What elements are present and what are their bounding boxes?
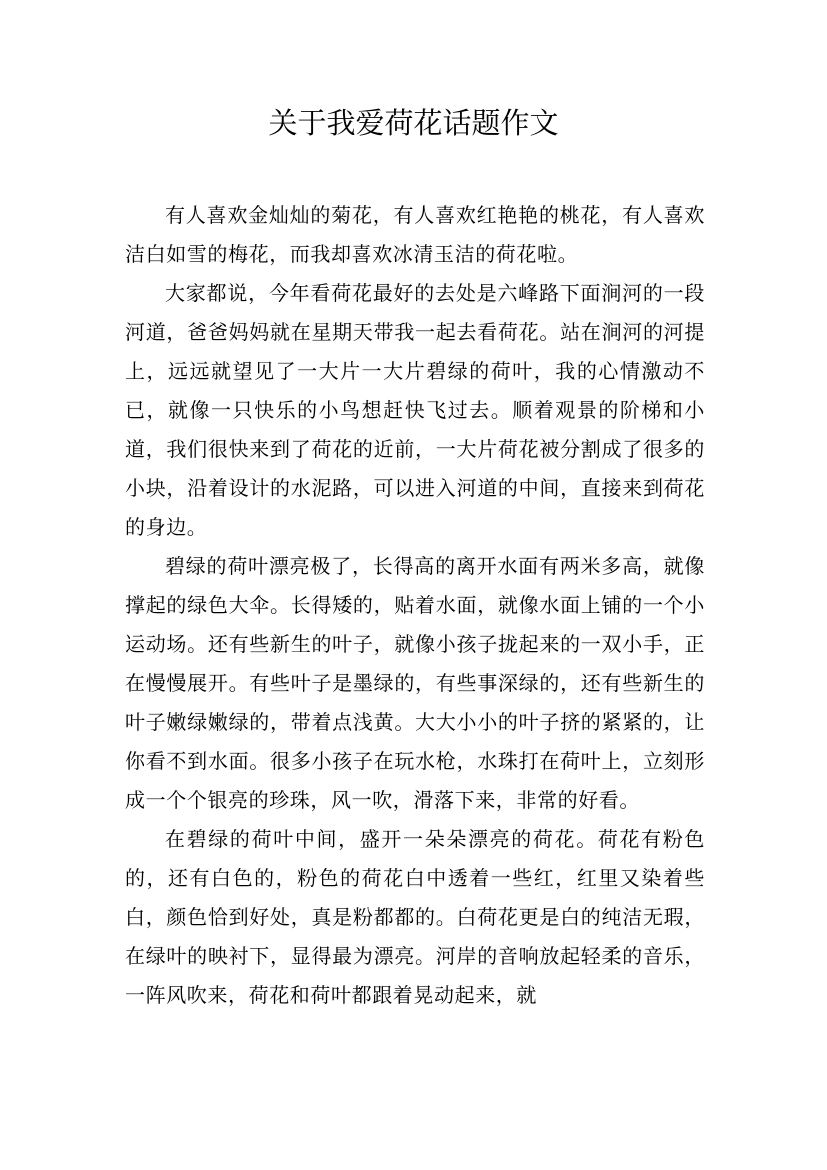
document-body <box>125 196 705 1015</box>
document-title: 关于我爱荷花话题作文 <box>268 106 559 140</box>
paragraph-2: 大家都说，今年看荷花最好的去处是六峰路下面涧河的一段河道，爸爸妈妈就在星期天带我一起去看荷花。站在涧河的河提上，远远就望见了一大片一大片碧绿的荷叶，我的心情激动不已，就像一只快乐的小鸟想赶快飞过去。顺着观景的阶梯和小道，我们很快来到了荷花的近前，一大片荷花被分割成了很多的小块，沿着设计的水泥路，可以进入河道的中间，直接来到荷花的身边。 <box>125 281 705 539</box>
paragraph-3: 碧绿的荷叶漂亮极了，长得高的离开水面有两米多高，就像撑起的绿色大伞。长得矮的，贴着水面，就像水面上铺的一个小运动场。还有些新生的叶子，就像小孩子拢起来的一双小手，正在慢慢展开。有些叶子是墨绿的，有些事深绿的，还有些新生的叶子嫩绿嫩绿的，带着点浅黄。大大小小的叶子挤的紧紧的，让你看不到水面。很多小孩子在玩水枪，水珠打在荷叶上，立刻形成一个个银亮的珍珠，风一吹，滑落下来，非常的好看。 <box>125 554 705 812</box>
paragraph-4: 在碧绿的荷叶中间，盛开一朵朵漂亮的荷花。荷花有粉色的，还有白色的，粉色的荷花白中透着一些红，红里又染着些白，颜色恰到好处，真是粉都都的。白荷花更是白的纯洁无瑕，在绿叶的映衬下，显得最为漂亮。河岸的音响放起轻柔的音乐，一阵风吹来，荷花和荷叶都跟着晃动起来，就 <box>125 827 705 1007</box>
paragraph-1: 有人喜欢金灿灿的菊花，有人喜欢红艳艳的桃花，有人喜欢洁白如雪的梅花，而我却喜欢冰清玉洁的荷花啦。 <box>125 203 705 266</box>
